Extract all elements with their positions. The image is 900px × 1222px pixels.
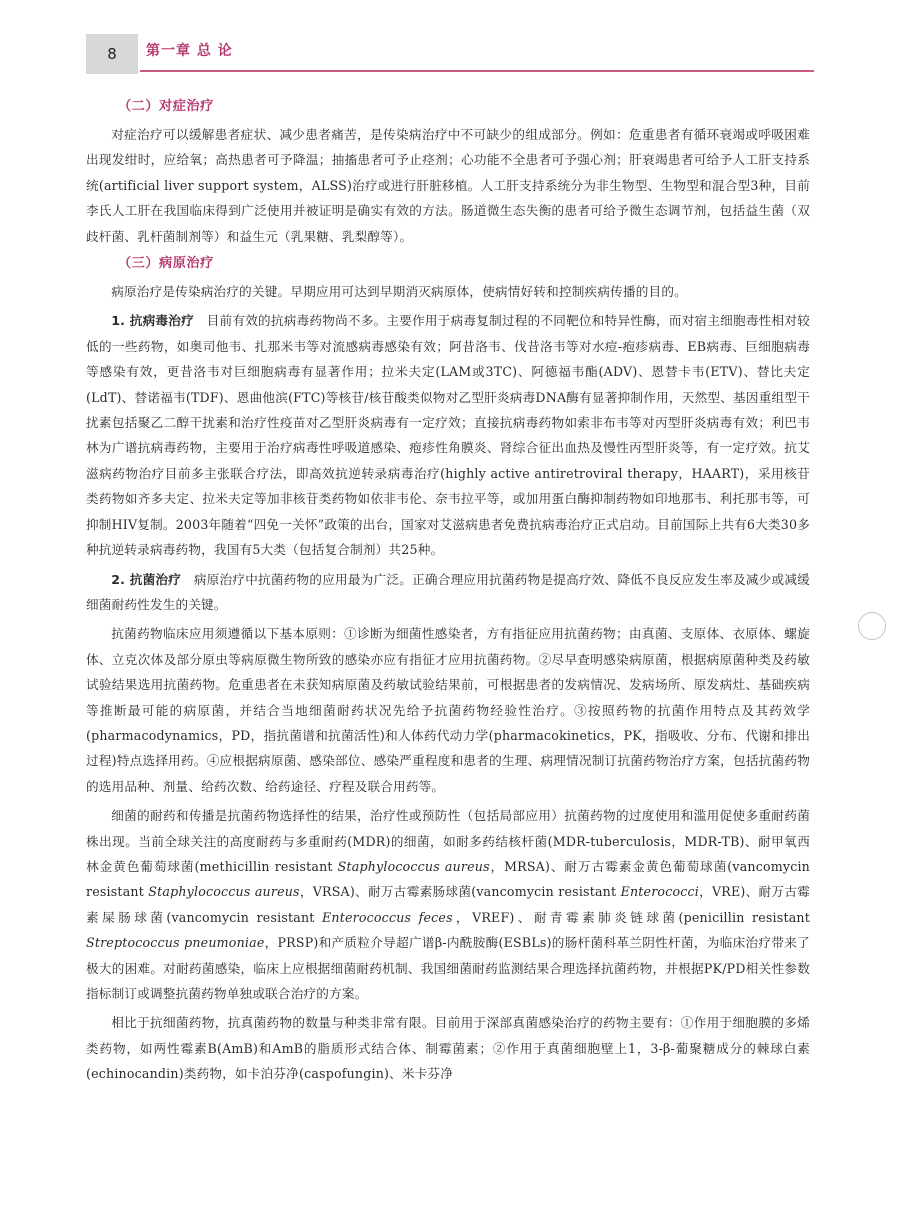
paragraph-antiviral <box>86 308 810 562</box>
resistance-text: ，VRE)、耐万古霉素屎肠球菌(vancomycin resistant <box>86 884 811 925</box>
antiviral-text: 目前有效的抗病毒药物尚不多。主要作用于病毒复制过程的不同靶位和特异性酶，而对宿主细胞毒性相对较低的一些药物，如奥司他韦、扎那米韦等对流感病毒感染有效；阿昔洛韦、伐昔洛韦等对水痘-疱疹病毒、EB病毒、巨细胞病毒等感染有效，更昔洛韦对巨细胞病毒有显著作用；拉米夫定(LAM或3TC)、阿德福韦酯(ADV)、恩替卡韦(ETV)、替比夫定(LdT)、替诺福韦(TDF)、恩曲他滨(FTC)等核苷/核苷酸类似物对乙型肝炎病毒DNA酶有显著抑制作用，天然型、基因重组型干扰素包括聚乙二醇干扰素和治疗性疫苗对乙型肝炎病毒有一定疗效；直接抗病毒药物如索非布韦等对丙型肝炎病毒有效；利巴韦林为广谱抗病毒药物，主要用于治疗病毒性呼吸道感染、疱疹性角膜炎、肾综合征出血热及慢性丙型肝炎等，有一定疗效。抗艾滋病药物治疗目前多主张联合疗法，即高效抗逆转录病毒治疗(highly active antiretroviral therapy，HAART)，采用核苷类药物如齐多夫定、拉米夫定等加非核苷类药物如依非韦伦、奈韦拉平等，或加用蛋白酶抑制药物如印地那韦、利托那韦等，可抑制HIV复制。2003年随着“四免一关怀”政策的出台，国家对艾滋病患者免费抗病毒治疗正式启动。目前国际上共有6大类30多种抗逆转录病毒药物，我国有5大类（包括复合制剂）共25种。 <box>86 313 810 558</box>
species-name: Staphylococcus aureus <box>337 858 490 874</box>
paragraph-etiologic-intro: 病原治疗是传染病治疗的关键。早期应用可达到早期消灭病原体，使病情好转和控制疾病传播的目的。 <box>111 284 687 300</box>
resistance-text: ，VRSA)、耐万古霉素肠球菌(vancomycin resistant <box>299 884 621 900</box>
header-rule <box>140 70 814 72</box>
antibacterial-heading: 2. 抗菌治疗 <box>111 571 182 587</box>
resistance-text: ，MRSA)、耐万古霉素金黄色葡萄球菌(vancomycin resistant <box>86 858 810 900</box>
paragraph-symptomatic: 对症治疗可以缓解患者症状、减少患者痛苦，是传染病治疗中不可缺少的组成部分。例如：危重患者有循环衰竭或呼吸困难出现发绀时，应给氧；高热患者可予降温；抽搐患者可予止痉剂；心功能不全患者可予强心剂；肝衰竭患者可给予人工肝支持系统(artificial liver support system，ALSS)治疗或进行肝脏移植。人工肝支持系统分为非生物型、生物型和混合型3种，目前李氏人工肝在我国临床得到广泛使用并被证明是确实有效的方法。肠道微生态失衡的患者可给予微生态调节剂，包括益生菌（双歧杆菌、乳杆菌制剂等）和益生元（乳果糖、乳梨醇等）。 <box>86 127 810 244</box>
resistance-text: ，VREF)、耐青霉素肺炎链球菌(penicillin resistant <box>452 909 810 925</box>
species-name: Streptococcus pneumoniae <box>86 935 265 951</box>
resistance-text: ，PRSP)和产质粒介导超广谱β-内酰胺酶(ESBLs)的肠杆菌科革兰阴性杆菌，为临床治疗带来了极大的困难。对耐药菌感染，临床上应根据细菌耐药机制、我国细菌耐药监测结果合理选择抗菌药物，并根据PK/PD相关性参数指标制订或调整抗菌药物单独或联合治疗的方案。 <box>86 935 810 1001</box>
paragraph-resistance <box>86 803 810 1006</box>
species-name: Staphylococcus aureus <box>148 884 300 900</box>
page-body <box>86 96 810 1091</box>
antibacterial-text: 病原治疗中抗菌药物的应用最为广泛。正确合理应用抗菌药物是提高疗效、降低不良反应发生率及减少或减缓细菌耐药性发生的关键。 <box>86 571 810 612</box>
paragraph-antibacterial <box>86 567 810 618</box>
paragraph-principles: 抗菌药物临床应用须遵循以下基本原则：①诊断为细菌性感染者，方有指征应用抗菌药物；由真菌、支原体、衣原体、螺旋体、立克次体及部分原虫等病原微生物所致的感染亦应有指征才应用抗菌药物。②尽早查明感染病原菌，根据病原菌种类及药敏试验结果选用抗菌药物。危重患者在未获知病原菌及药敏试验结果前，可根据患者的发病情况、发病场所、原发病灶、基础疾病等推断最可能的病原菌，并结合当地细菌耐药状况先给予抗菌药物经验性治疗。③按照药物的抗菌作用特点及其药效学(pharmacodynamics，PD，指抗菌谱和抗菌活性)和人体药代动力学(pharmacokinetics，PK，指吸收、分布、代谢和排出过程)特点选择用药。④应根据病原菌、感染部位、感染严重程度和患者的生理、病理情况制订抗菌药物治疗方案，包括抗菌药物的选用品种、剂量、给药次数、给药途径、疗程及联合用药等。 <box>86 626 810 794</box>
section-title-etiologic: （三）病原治疗 <box>118 256 214 272</box>
chapter-title: 第一章 总 论 <box>146 43 233 59</box>
species-name: Enterococci <box>620 884 699 900</box>
species-name: Enterococcus feces <box>322 909 453 925</box>
resistance-text: 细菌的耐药和传播是抗菌药物选择性的结果，治疗性或预防性（包括局部应用）抗菌药物的过度使用和滥用促使多重耐药菌株出现。当前全球关注的高度耐药与多重耐药(MDR)的细菌，如耐多药结核杆菌(MDR-tuberculosis，MDR-TB)、耐甲氧西林金黄色葡萄球菌(methicillin resistant <box>86 808 810 874</box>
watermark-stamp <box>858 612 886 640</box>
page-number: 8 <box>86 34 138 74</box>
paragraph-antifungal: 相比于抗细菌药物，抗真菌药物的数量与种类非常有限。目前用于深部真菌感染治疗的药物主要有：①作用于细胞膜的多烯类药物，如两性霉素B(AmB)和AmB的脂质形式结合体、制霉菌素；②作用于真菌细胞壁上1，3-β-葡聚糖成分的棘球白素(echinocandin)类药物，如卡泊芬净(caspofungin)、米卡芬净 <box>86 1015 810 1082</box>
antiviral-heading: 1. 抗病毒治疗 <box>111 313 194 329</box>
section-title-symptomatic: （二）对症治疗 <box>118 99 214 114</box>
page-header <box>0 34 900 74</box>
